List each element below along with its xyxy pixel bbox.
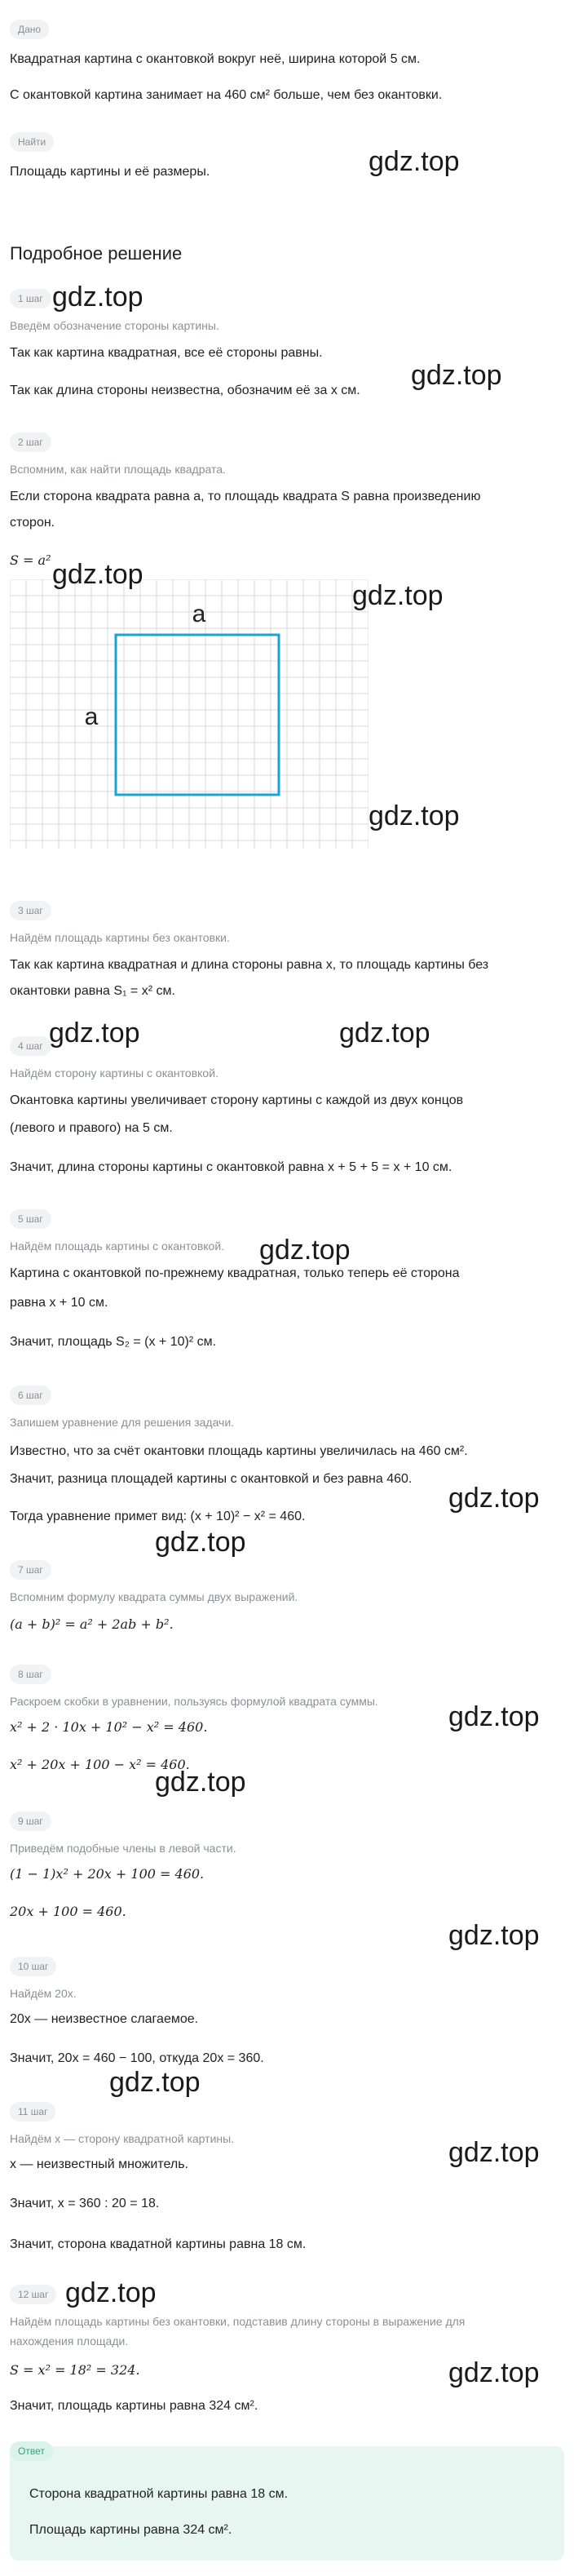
step-12-badge: 12 шаг xyxy=(10,2285,56,2304)
watermark: gdz.top xyxy=(259,1235,351,1266)
step-5-badge: 5 шаг xyxy=(10,1209,51,1229)
step-10-hint: Найдём 20x. xyxy=(10,1987,77,2000)
step-2-line-1: Если сторона квадрата равна a, то площадь квадрата S равна произведению xyxy=(10,490,481,503)
step-2-line-2: сторон. xyxy=(10,516,55,530)
step-3-line-1: Так как картина квадратная и длина стороны равна x, то площадь картины без xyxy=(10,958,489,972)
step-6-line-2: Значит, разница площадей картины с окантовкой и без равна 460. xyxy=(10,1472,413,1486)
step-12-hint-1: Найдём площадь картины без окантовки, подставив длину стороны в выражение для xyxy=(10,2315,466,2328)
step-2-badge: 2 шаг xyxy=(10,432,51,452)
step-9-hint: Приведём подобные члены в левой части. xyxy=(10,1842,236,1855)
watermark: gdz.top xyxy=(448,1920,540,1951)
step-1-hint: Введём обозначение стороны картины. xyxy=(10,319,219,332)
step-9-badge: 9 шаг xyxy=(10,1811,51,1831)
step-12-hint-2: нахождения площади. xyxy=(10,2334,129,2348)
step-12-line-1: S = x² = 18² = 324. xyxy=(10,2362,140,2378)
step-10-line-2: Значит, 20x = 460 − 100, откуда 20x = 360. xyxy=(10,2051,264,2065)
watermark: gdz.top xyxy=(448,1483,540,1514)
square-label-top: a xyxy=(192,601,206,627)
answer-line-2: Площадь картины равна 324 см². xyxy=(29,2523,232,2537)
grid-lines xyxy=(10,579,369,849)
step-4-hint: Найдём сторону картины с окантовкой. xyxy=(10,1066,218,1080)
step-7-formula: (a + b)² = a² + 2ab + b². xyxy=(10,1616,174,1632)
watermark: gdz.top xyxy=(49,1018,140,1049)
step-3-badge: 3 шаг xyxy=(10,901,51,920)
step-3-line-2: окантовки равна S₁ = x² см. xyxy=(10,984,175,998)
step-6-badge: 6 шаг xyxy=(10,1386,51,1405)
find-badge: Найти xyxy=(10,132,54,152)
solution-title: Подробное решение xyxy=(10,243,183,264)
step-1-line-2: Так как длина стороны неизвестна, обозначим её за x см. xyxy=(10,384,360,397)
step-4-line-3: Значит, длина стороны картины с окантовкой равна x + 5 + 5 = x + 10 см. xyxy=(10,1160,452,1174)
step-7-badge: 7 шаг xyxy=(10,1560,51,1580)
square-label-left: a xyxy=(84,703,99,730)
find-text: Площадь картины и её размеры. xyxy=(10,165,210,179)
step-10-badge: 10 шаг xyxy=(10,1957,56,1976)
step-4-line-2: (левого и правого) на 5 см. xyxy=(10,1121,173,1135)
step-2-formula: S = a² xyxy=(10,552,51,568)
step-5-line-1: Картина с окантовкой по-прежнему квадратная, только теперь её сторона xyxy=(10,1266,460,1280)
step-11-line-2: Значит, x = 360 : 20 = 18. xyxy=(10,2197,160,2210)
watermark: gdz.top xyxy=(339,1018,430,1049)
step-10-line-1: 20x — неизвестное слагаемое. xyxy=(10,2012,199,2026)
step-8-badge: 8 шаг xyxy=(10,1665,51,1684)
watermark: gdz.top xyxy=(52,282,143,313)
watermark: gdz.top xyxy=(369,800,460,831)
step-2-hint: Вспомним, как найти площадь квадрата. xyxy=(10,463,226,476)
step-6-line-3: Тогда уравнение примет вид: (x + 10)² − x² = 460. xyxy=(10,1510,306,1523)
step-1-badge: 1 шаг xyxy=(10,289,51,308)
step-5-line-2: равна x + 10 см. xyxy=(10,1296,108,1310)
step-7-hint: Вспомним формулу квадрата суммы двух выражений. xyxy=(10,1590,298,1603)
step-12-line-2: Значит, площадь картины равна 324 см². xyxy=(10,2399,258,2413)
answer-line-1: Сторона квадратной картины равна 18 см. xyxy=(29,2487,289,2501)
given-line-2: С окантовкой картина занимает на 460 см² больше, чем без окантовки. xyxy=(10,88,443,102)
watermark: gdz.top xyxy=(155,1767,246,1798)
watermark: gdz.top xyxy=(109,2067,201,2098)
watermark: gdz.top xyxy=(448,2357,540,2388)
step-1-line-1: Так как картина квадратная, все её стороны равны. xyxy=(10,346,323,360)
step-6-hint: Запишем уравнение для решения задачи. xyxy=(10,1416,235,1429)
watermark: gdz.top xyxy=(352,580,444,611)
step-8-line-1: x² + 2 · 10x + 10² − x² = 460. xyxy=(10,1719,208,1735)
step-8-line-2: x² + 20x + 100 − x² = 460. xyxy=(10,1757,190,1772)
watermark: gdz.top xyxy=(65,2277,157,2308)
step-11-line-1: x — неизвестный множитель. xyxy=(10,2157,188,2171)
step-6-line-1: Известно, что за счёт окантовки площадь картины увеличилась на 460 см². xyxy=(10,1444,468,1458)
answer-badge: Ответ xyxy=(10,2441,53,2461)
given-badge: Дано xyxy=(10,20,49,39)
step-11-line-3: Значит, сторона квадатной картины равна 18 см. xyxy=(10,2237,307,2251)
step-11-hint: Найдём x — сторону квадратной картины. xyxy=(10,2132,235,2145)
step-8-hint: Раскроем скобки в уравнении, пользуясь формулой квадрата суммы. xyxy=(10,1695,378,1708)
step-5-hint: Найдём площадь картины с окантовкой. xyxy=(10,1239,225,1253)
watermark: gdz.top xyxy=(52,559,143,590)
step-9-line-1: (1 − 1)x² + 20x + 100 = 460. xyxy=(10,1866,205,1882)
square-figure xyxy=(10,579,369,849)
step-4-line-1: Окантовка картины увеличивает сторону картины с каждой из двух концов xyxy=(10,1093,464,1107)
step-11-badge: 11 шаг xyxy=(10,2102,55,2122)
watermark: gdz.top xyxy=(411,360,502,391)
step-3-hint: Найдём площадь картины без окантовки. xyxy=(10,931,230,944)
watermark: gdz.top xyxy=(448,1701,540,1732)
watermark: gdz.top xyxy=(448,2137,540,2168)
given-line-1: Квадратная картина с окантовкой вокруг неё, ширина которой 5 см. xyxy=(10,52,421,66)
step-4-badge: 4 шаг xyxy=(10,1036,51,1056)
watermark: gdz.top xyxy=(155,1527,246,1558)
step-9-line-2: 20x + 100 = 460. xyxy=(10,1904,126,1919)
watermark: gdz.top xyxy=(369,146,460,177)
step-5-line-3: Значит, площадь S₂ = (x + 10)² см. xyxy=(10,1335,217,1349)
